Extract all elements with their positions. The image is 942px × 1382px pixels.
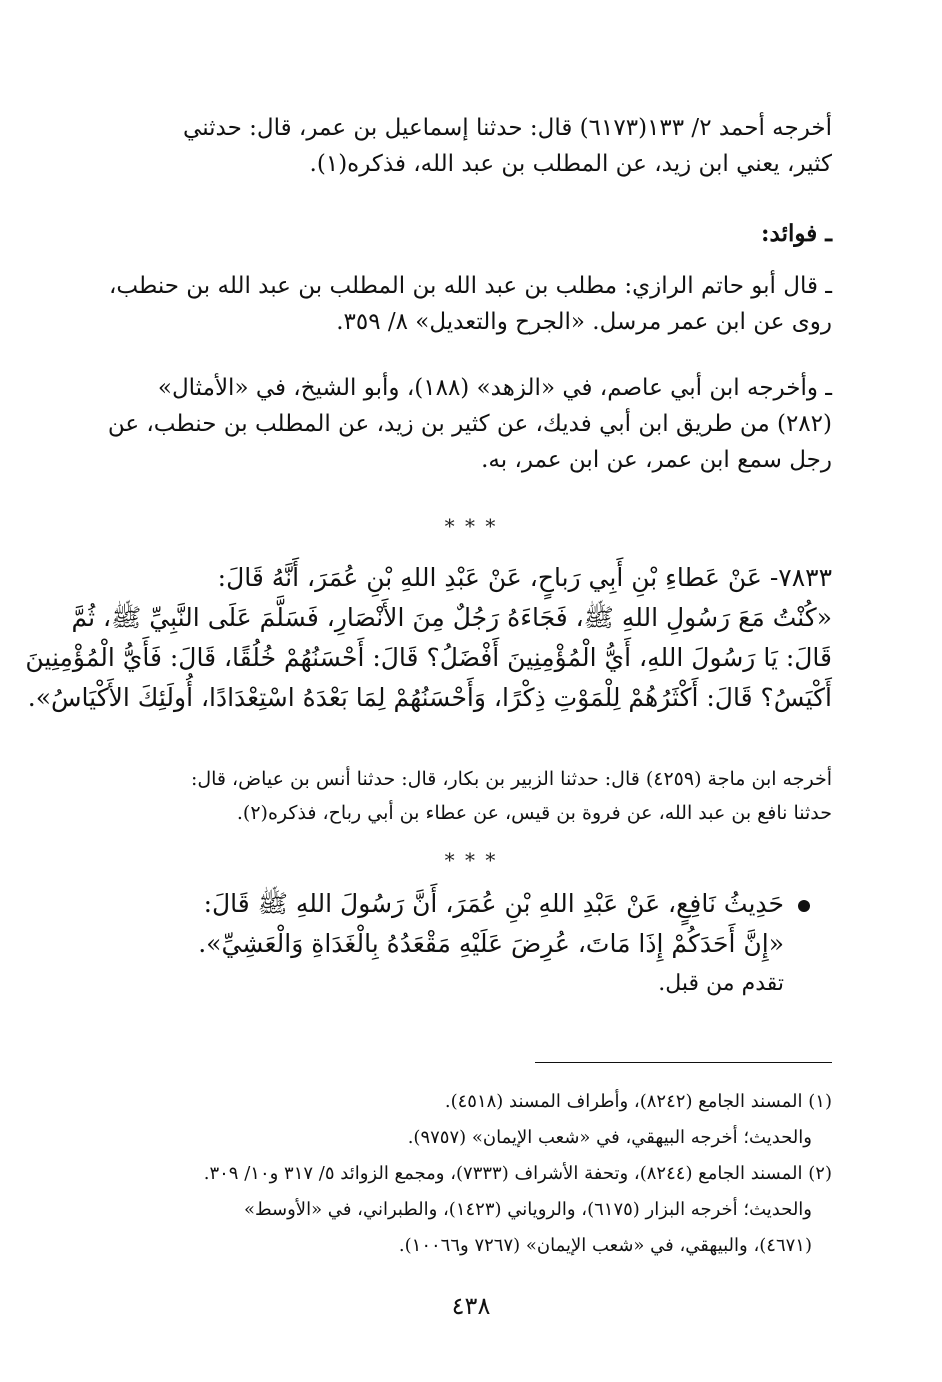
text-line: أخرجه ابن ماجة (٤٢٥٩) قال: حدثنا الزبير بن بكار، قال: حدثنا أنس بن عياض، قال: xyxy=(190,768,832,790)
text-line: أخرجه أحمد ٢/ ١٣٣(٦١٧٣) قال: حدثنا إسماعيل بن عمر، قال: حدثني xyxy=(183,115,832,141)
hadith-line: قَالَ: يَا رَسُولَ اللهِ، أَيُّ الْمُؤْمِنِينَ أَفْضَلُ؟ قَالَ: أَحْسَنُهُمْ خُلُقًا، قَالَ: فَأَيُّ الْمُؤْمِنِينَ xyxy=(25,643,832,672)
footnote-line: (١) المسند الجامع (٨٢٤٢)، وأطراف المسند (٤٥١٨). xyxy=(444,1091,832,1112)
footnote-line: والحديث؛ أخرجه البيهقي، في «شعب الإيمان» (٩٧٥٧). xyxy=(407,1127,812,1148)
bullet-icon xyxy=(798,900,810,912)
paragraph-abu-hatim xyxy=(102,268,832,340)
paragraph-ibn-abi-asim xyxy=(102,370,832,478)
footnote-line: (٢) المسند الجامع (٨٢٤٤)، وتحفة الأشراف (٧٣٣٣)، ومجمع الزوائد ٥/ ٣١٧ و١٠/ ٣٠٩. xyxy=(203,1163,832,1184)
previously-mentioned: تقدم من قبل. xyxy=(658,971,784,996)
page-number: ٤٣٨ xyxy=(451,1292,491,1320)
text-line: حدثنا نافع بن عبد الله، عن فروة بن قيس، عن عطاء بن أبي رباح، فذكره(٢). xyxy=(236,802,832,824)
text-line: روى عن ابن عمر مرسل. «الجرح والتعديل» ٨/ ٣٥٩. xyxy=(336,309,832,335)
paragraph-takhrij-ahmad xyxy=(102,110,832,182)
text-line: ـ وأخرجه ابن أبي عاصم، في «الزهد» (١٨٨)، وأبو الشيخ، في «الأمثال» xyxy=(157,375,832,401)
section-separator: * * * xyxy=(444,848,498,872)
hadith-line: ٧٨٣٣- عَنْ عَطاءِ بْنِ أَبِي رَباحٍ، عَنْ عَبْدِ اللهِ بْنِ عُمَرَ، أَنَّهُ قَالَ: xyxy=(217,563,832,592)
fawaid-heading: ـ فوائد: xyxy=(761,220,832,247)
text-line: كثير، يعني ابن زيد، عن المطلب بن عبد الله، فذكره(١). xyxy=(309,151,832,177)
text-line: (٢٨٢) من طريق ابن أبي فديك، عن كثير بن زيد، عن المطلب بن حنطب، عن xyxy=(107,411,832,437)
hadith-nafi xyxy=(102,884,832,1004)
text-line: رجل سمع ابن عمر، عن ابن عمر، به. xyxy=(481,447,832,473)
hadith-line: حَدِيثُ نَافِعٍ، عَنْ عَبْدِ اللهِ بْنِ عُمَرَ، أَنَّ رَسُولَ اللهِ ﷺ قَالَ: xyxy=(102,884,810,924)
hadith-7833 xyxy=(25,558,832,718)
hadith-line: «إِنَّ أَحَدَكُمْ إِذَا مَاتَ، عُرِضَ عَلَيْهِ مَقْعَدُهُ بِالْغَدَاةِ وَالْعَشِيِّ». xyxy=(198,929,784,958)
footnote-1 xyxy=(102,1084,832,1156)
section-separator: * * * xyxy=(444,514,498,538)
text-line: ـ قال أبو حاتم الرازي: مطلب بن عبد الله بن المطلب بن عبد الله بن حنطب، xyxy=(108,273,832,299)
hadith-line: أَكْيَسُ؟ قَالَ: أَكْثَرُهُمْ لِلْمَوْتِ ذِكْرًا، وَأَحْسَنُهُمْ لِمَا بَعْدَهُ اسْتِعْدَادًا، أُولَئِكَ الأَكْيَاسُ». xyxy=(27,683,832,712)
footnote-line: والحديث؛ أخرجه البزار (٦١٧٥)، والروياني (١٤٢٣)، والطبراني، في «الأوسط» xyxy=(243,1199,812,1220)
footnote-divider xyxy=(535,1062,832,1063)
footnote-line: (٤٦٧١)، والبيهقي، في «شعب الإيمان» (٧٢٦٧ و١٠٠٦٦). xyxy=(398,1235,812,1256)
takhrij-ibn-majah xyxy=(102,762,832,830)
hadith-line: «كُنْتُ مَعَ رَسُولِ اللهِ ﷺ، فَجَاءَهُ رَجُلٌ مِنَ الأَنْصَارِ، فَسَلَّمَ عَلَى النَّبِيِّ ﷺ، ثُمَّ xyxy=(71,603,832,632)
footnote-2 xyxy=(102,1156,832,1264)
